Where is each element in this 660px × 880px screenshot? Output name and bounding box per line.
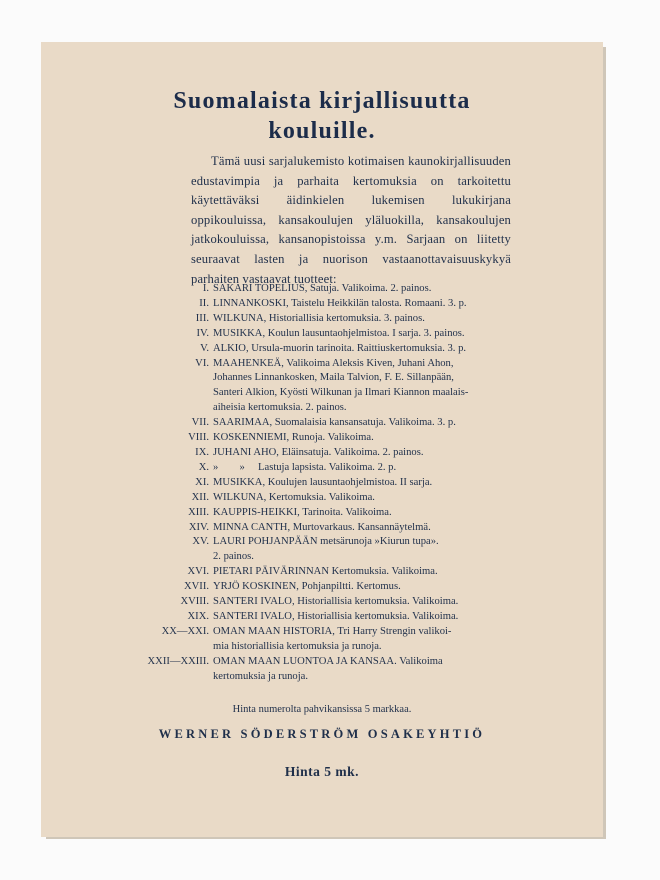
list-item bbox=[154, 535, 554, 550]
item-text: SAARIMAA, Suomalaisia kansansatuja. Valikoima. 3. p. bbox=[213, 417, 456, 429]
item-text: MUSIKKA, Koulujen lausuntaohjelmistoa. II sarja. bbox=[213, 476, 433, 488]
item-number: XV. bbox=[192, 536, 209, 548]
item-number: XI. bbox=[195, 476, 209, 488]
item-text: PIETARI PÄIVÄRINNAN Kertomuksia. Valikoima. bbox=[213, 566, 438, 578]
item-number: XIII. bbox=[188, 506, 209, 518]
list-item bbox=[154, 327, 554, 342]
item-number: XIX. bbox=[187, 610, 209, 622]
list-item bbox=[154, 565, 554, 580]
list-item bbox=[154, 282, 554, 297]
item-continuation: Santeri Alkion, Kyösti Wilkunan ja Ilmari Kiannon maalais- bbox=[213, 387, 469, 399]
publisher-name: WERNER SÖDERSTRÖM OSAKEYHTIÖ bbox=[158, 727, 486, 741]
list-item bbox=[154, 342, 554, 357]
item-text: MUSIKKA, Koulun lausuntaohjelmistoa. I sarja. 3. painos. bbox=[213, 327, 465, 339]
list-item bbox=[154, 297, 554, 312]
item-text: YRJÖ KOSKINEN, Pohjanpiltti. Kertomus. bbox=[213, 581, 401, 593]
series-list bbox=[147, 282, 554, 684]
item-continuation: Johannes Linnankosken, Maila Talvion, F. E. Sillanpään, bbox=[213, 372, 454, 384]
item-continuation: mia historiallisia kertomuksia ja runoja. bbox=[213, 640, 382, 652]
list-item bbox=[154, 431, 554, 446]
item-text: MAAHENKEÄ, Valikoima Aleksis Kiven, Juhani Ahon, bbox=[213, 357, 454, 369]
item-number: VI. bbox=[195, 357, 209, 369]
list-item bbox=[154, 357, 554, 372]
item-text: KAUPPIS-HEIKKI, Tarinoita. Valikoima. bbox=[213, 506, 392, 518]
title-line-2: kouluille. bbox=[268, 118, 376, 144]
list-item bbox=[154, 446, 554, 461]
item-number: VIII. bbox=[188, 432, 209, 444]
title-line-1: Suomalaista kirjallisuutta bbox=[173, 88, 471, 114]
item-text: » » Lastuja lapsista. Valikoima. 2. p. bbox=[213, 461, 397, 473]
item-text: LINNANKOSKI, Taistelu Heikkilän talosta. Romaani. 3. p. bbox=[213, 297, 467, 309]
item-number: IV. bbox=[196, 327, 209, 339]
item-text: KOSKENNIEMI, Runoja. Valikoima. bbox=[213, 432, 374, 444]
list-item bbox=[154, 416, 554, 431]
item-number: XVI. bbox=[187, 566, 209, 578]
list-item bbox=[154, 476, 554, 491]
item-number: I. bbox=[202, 283, 209, 294]
item-text: MINNA CANTH, Murtovarkaus. Kansannäytelmä. bbox=[213, 521, 431, 533]
item-text: SANTERI IVALO, Historiallisia kertomuksia. Valikoima. bbox=[213, 596, 459, 608]
item-number: XIV. bbox=[188, 521, 209, 533]
item-number: XVIII. bbox=[180, 596, 209, 608]
item-continuation: aiheisia kertomuksia. 2. painos. bbox=[213, 402, 347, 414]
item-text: OMAN MAAN HISTORIA, Tri Harry Strengin valikoi- bbox=[213, 625, 452, 637]
item-number: XII. bbox=[191, 491, 209, 503]
list-item bbox=[154, 595, 554, 610]
item-text: LAURI POHJANPÄÄN metsärunoja »Kiurun tupa». bbox=[213, 536, 439, 548]
list-item bbox=[154, 506, 554, 521]
item-text: WILKUNA, Historiallisia kertomuksia. 3. painos. bbox=[213, 312, 425, 324]
item-continuation: 2. painos. bbox=[213, 551, 254, 563]
price-note: Hinta numerolta pahvikansissa 5 markkaa. bbox=[232, 704, 412, 715]
item-text: OMAN MAAN LUONTOA JA KANSAA. Valikoima bbox=[213, 655, 443, 667]
item-text: SAKARI TOPELIUS, Satuja. Valikoima. 2. painos. bbox=[213, 283, 432, 294]
book-back-cover bbox=[41, 42, 603, 837]
item-text: WILKUNA, Kertomuksia. Valikoima. bbox=[213, 491, 375, 503]
item-text: JUHANI AHO, Eläinsatuja. Valikoima. 2. painos. bbox=[213, 446, 424, 458]
intro-paragraph: Tämä uusi sarjalukemisto kotimaisen kaunokirjallisuuden edustavimpia ja parhaita kertomuksia on tarkoitettu käytettäväksi äidinkielen lukemisen lukukirjana oppikouluissa, kansakoulujen yläluokilla, kansakoulujen jatkokouluissa, kansanopistoissa y.m. Sarjaan on liitetty seuraavat lasten ja nuorison vastaanottavaisuuskykyä parhaiten vastaavat tuotteet: bbox=[191, 154, 511, 286]
list-item bbox=[154, 461, 554, 476]
item-text: SANTERI IVALO, Historiallisia kertomuksia. Valikoima. bbox=[213, 610, 459, 622]
cover-title bbox=[41, 86, 603, 146]
item-number: II. bbox=[199, 297, 209, 309]
item-number: IX. bbox=[195, 446, 209, 458]
list-item bbox=[154, 580, 554, 595]
item-number: III. bbox=[195, 312, 209, 324]
item-number: X. bbox=[198, 461, 209, 473]
item-continuation: kertomuksia ja runoja. bbox=[213, 670, 309, 682]
item-number: V. bbox=[200, 342, 209, 354]
list-item bbox=[154, 491, 554, 506]
item-number: XVII. bbox=[183, 581, 209, 593]
list-item bbox=[141, 655, 554, 670]
list-item bbox=[154, 521, 554, 536]
list-item bbox=[141, 625, 554, 640]
item-text: ALKIO, Ursula-muorin tarinoita. Raittiuskertomuksia. 3. p. bbox=[213, 342, 467, 354]
list-item bbox=[154, 610, 554, 625]
item-number: VII. bbox=[191, 417, 209, 429]
item-number: XXII—XXIII. bbox=[147, 655, 209, 667]
item-number: XX—XXI. bbox=[161, 625, 209, 637]
price-label: Hinta 5 mk. bbox=[284, 764, 360, 779]
list-item bbox=[154, 312, 554, 327]
